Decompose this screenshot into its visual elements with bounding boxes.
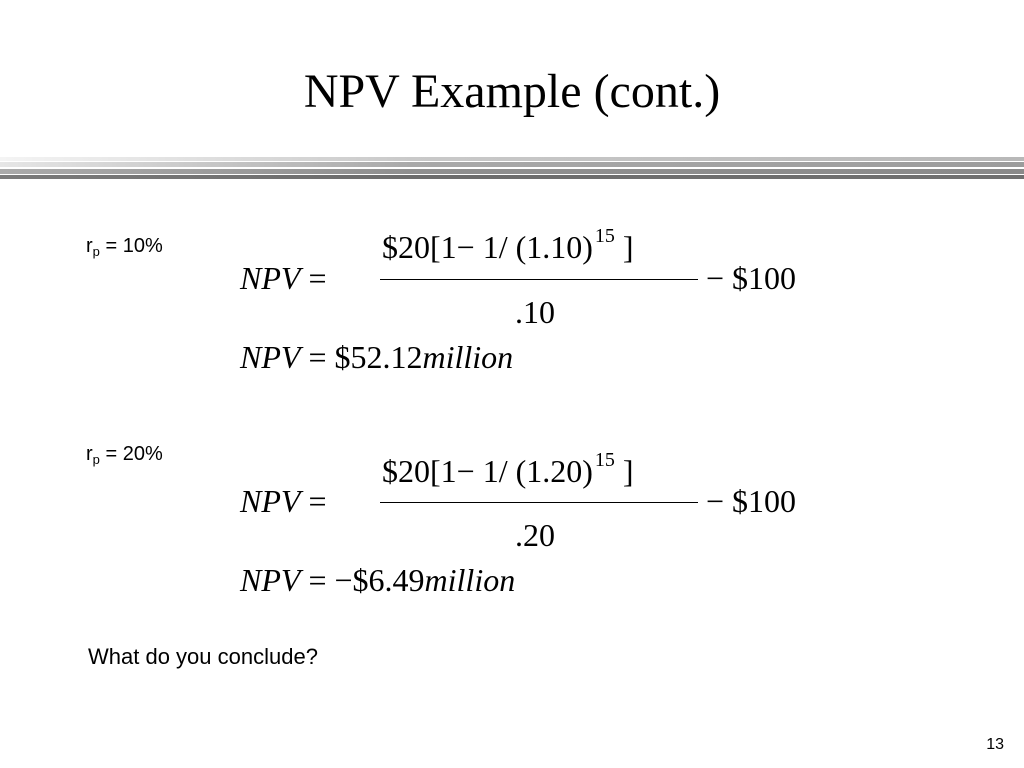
numerator-text: $20[1− 1/ (1.10) <box>382 229 593 265</box>
npv-denominator-1: .10 <box>515 294 555 330</box>
divider-band-3 <box>0 169 1024 174</box>
conclusion-question: What do you conclude? <box>88 644 318 669</box>
result-unit: million <box>424 562 516 598</box>
numerator-close: ] <box>614 453 634 489</box>
rate-symbol: r <box>86 443 93 465</box>
numerator-close: ] <box>614 229 634 265</box>
npv-tail-2: − $100 <box>706 483 797 519</box>
fraction-bar-2 <box>380 502 698 503</box>
rate-label-10 <box>86 234 163 264</box>
result-unit: million <box>422 339 514 375</box>
title-divider <box>0 157 1024 179</box>
npv-symbol: NPV <box>240 562 301 598</box>
divider-band-2 <box>0 162 1024 167</box>
npv-lhs-2 <box>240 481 326 521</box>
npv-symbol: NPV <box>240 483 301 519</box>
npv-numerator-1 <box>382 227 634 272</box>
npv-denominator-2: .20 <box>515 517 555 553</box>
npv-tail-1: − $100 <box>706 260 797 296</box>
divider-band-1 <box>0 157 1024 161</box>
rate-label-20 <box>86 442 163 472</box>
npv-lhs-1 <box>240 258 326 298</box>
slide-title: NPV Example (cont.) <box>303 65 721 118</box>
npv-numerator-2 <box>382 451 634 496</box>
rate-subscript: p <box>92 244 100 259</box>
result-value: = $52.12 <box>300 339 423 375</box>
npv-symbol: NPV <box>240 260 301 296</box>
npv-result-1 <box>240 337 513 377</box>
result-value: = −$6.49 <box>300 562 425 598</box>
exponent: 15 <box>594 225 615 247</box>
equals-sign: = <box>300 483 327 519</box>
fraction-bar-1 <box>380 279 698 280</box>
rate-value: = 20% <box>99 443 163 465</box>
exponent: 15 <box>594 449 615 471</box>
equals-sign: = <box>300 260 327 296</box>
rate-value: = 10% <box>99 235 163 257</box>
rate-symbol: r <box>86 235 93 257</box>
npv-result-2 <box>240 560 515 600</box>
divider-band-4 <box>0 175 1024 179</box>
rate-subscript: p <box>92 452 100 467</box>
numerator-text: $20[1− 1/ (1.20) <box>382 453 593 489</box>
npv-symbol: NPV <box>240 339 301 375</box>
page-number: 13 <box>986 736 1004 753</box>
